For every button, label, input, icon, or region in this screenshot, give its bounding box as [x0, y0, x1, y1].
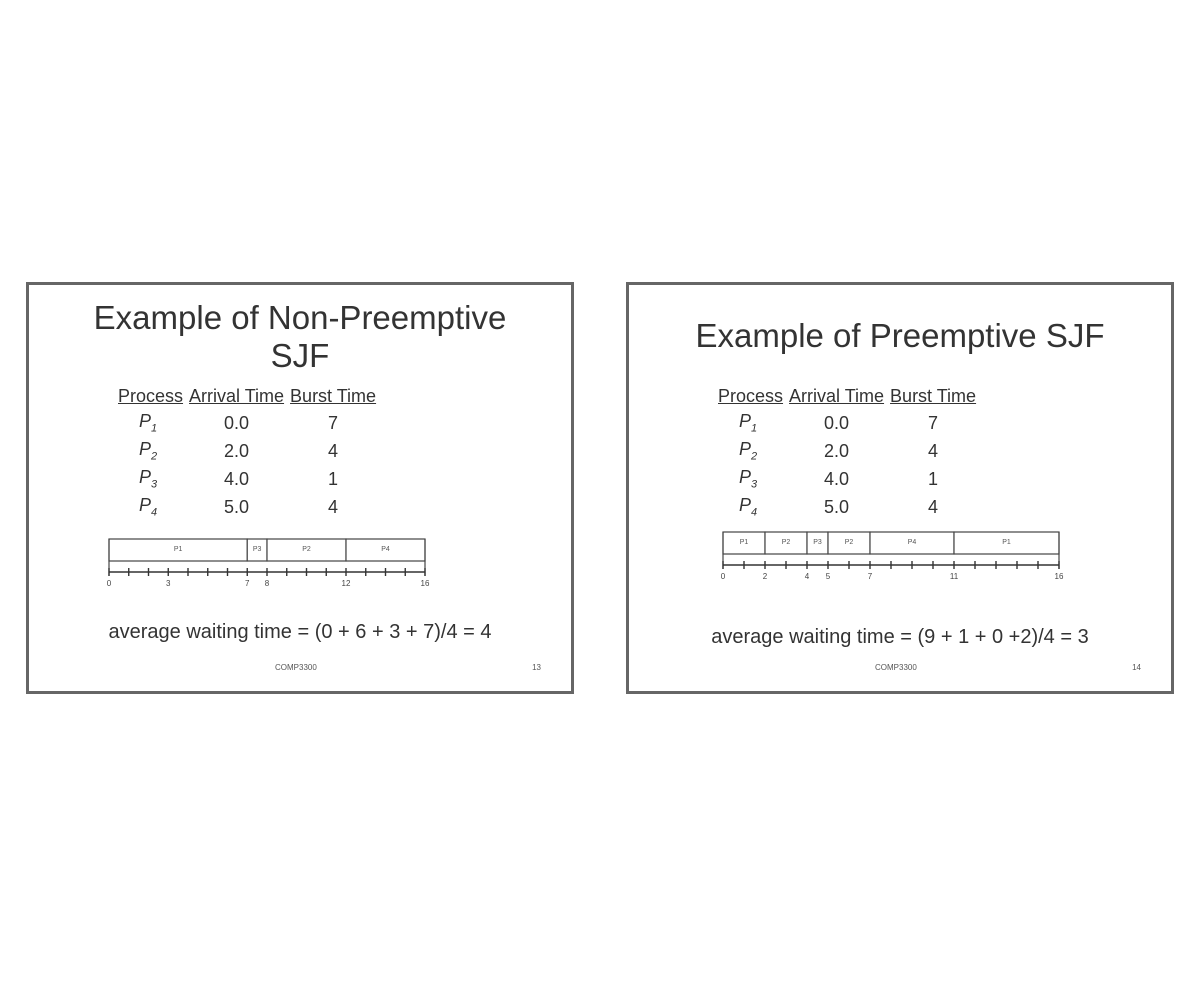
- gantt-chart: [106, 538, 430, 598]
- header-burst: Burst Time: [290, 385, 377, 406]
- table-header-row: [715, 383, 979, 409]
- table-row: [715, 493, 979, 521]
- gantt-segment-label: P2: [302, 546, 311, 553]
- process-name: $P_2$: [139, 439, 158, 463]
- gantt-tick-label: 11: [949, 572, 959, 581]
- gantt-segment-label: P3: [252, 546, 262, 553]
- burst-time: 4: [328, 496, 339, 517]
- average-waiting-time: average waiting time = (9 + 1 + 0 +2)/4 = 3: [711, 626, 1089, 648]
- header-process: Process: [118, 385, 184, 406]
- process-name: $P_1$: [139, 411, 158, 435]
- burst-time: 7: [328, 412, 339, 433]
- table-row: [115, 493, 379, 521]
- arrival-time: 5.0: [224, 496, 250, 517]
- slide-non-preemptive: [26, 282, 574, 694]
- burst-time: 4: [928, 440, 939, 461]
- slide-footer: COMP3300: [275, 663, 317, 672]
- process-name: $P_3$: [739, 467, 758, 491]
- header-arrival: Arrival Time: [789, 385, 885, 406]
- slide-title: Example of Non-Preemptive SJF: [93, 299, 507, 374]
- gantt-tick-label: 7: [867, 572, 873, 581]
- arrival-time: 5.0: [824, 496, 850, 517]
- gantt-tick-label: 8: [264, 579, 270, 588]
- gantt-segment-label: P2: [844, 539, 854, 546]
- gantt-tick-label: 4: [804, 572, 810, 581]
- gantt-tick-label: 7: [245, 579, 250, 588]
- gantt-chart: [720, 531, 1064, 597]
- process-table: [715, 383, 979, 521]
- slide-page-number: 13: [532, 663, 541, 672]
- gantt-tick-label: 12: [341, 579, 351, 588]
- gantt-tick-label: 2: [762, 572, 768, 581]
- burst-time: 1: [328, 468, 339, 489]
- slide-title: Example of Preemptive SJF: [695, 317, 1105, 354]
- gantt-tick-label: 0: [720, 572, 726, 581]
- process-name: $P_1$: [739, 411, 758, 435]
- gantt-segment-label: P1: [173, 546, 183, 553]
- arrival-time: 0.0: [224, 412, 250, 433]
- gantt-tick-label: 16: [1054, 572, 1064, 581]
- burst-time: 7: [928, 412, 939, 433]
- average-waiting-time: average waiting time = (0 + 6 + 3 + 7)/4 = 4: [108, 621, 492, 643]
- header-burst: Burst Time: [890, 385, 977, 406]
- gantt-tick-label: 5: [825, 572, 831, 581]
- arrival-time: 0.0: [824, 412, 850, 433]
- slide-page-number: 14: [1132, 663, 1141, 672]
- arrival-time: 2.0: [824, 440, 850, 461]
- gantt-tick-label: 16: [420, 579, 430, 588]
- table-row: [715, 409, 979, 437]
- slide-preemptive: [626, 282, 1174, 694]
- header-process: Process: [718, 385, 784, 406]
- gantt-segment-label: P1: [1002, 539, 1011, 546]
- process-name: $P_4$: [139, 495, 158, 519]
- gantt-tick-label: 3: [166, 579, 171, 588]
- burst-time: 1: [928, 468, 939, 489]
- gantt-segment-label: P3: [813, 539, 822, 546]
- table-row: [715, 465, 979, 493]
- gantt-segment-label: P1: [739, 539, 749, 546]
- process-table: [115, 383, 379, 521]
- table-row: [115, 409, 379, 437]
- gantt-segment-label: P4: [381, 546, 390, 553]
- table-header-row: [115, 383, 379, 409]
- burst-time: 4: [928, 496, 939, 517]
- gantt-segment-label: P2: [781, 539, 791, 546]
- process-name: $P_2$: [739, 439, 758, 463]
- gantt-segment-label: P4: [907, 539, 917, 546]
- header-arrival: Arrival Time: [189, 385, 285, 406]
- process-name: $P_3$: [139, 467, 158, 491]
- slide-footer: COMP3300: [875, 663, 917, 672]
- arrival-time: 4.0: [224, 468, 250, 489]
- gantt-tick-label: 0: [106, 579, 112, 588]
- arrival-time: 4.0: [824, 468, 850, 489]
- table-row: [115, 437, 379, 465]
- table-row: [715, 437, 979, 465]
- burst-time: 4: [328, 440, 339, 461]
- process-name: $P_4$: [739, 495, 758, 519]
- arrival-time: 2.0: [224, 440, 250, 461]
- table-row: [115, 465, 379, 493]
